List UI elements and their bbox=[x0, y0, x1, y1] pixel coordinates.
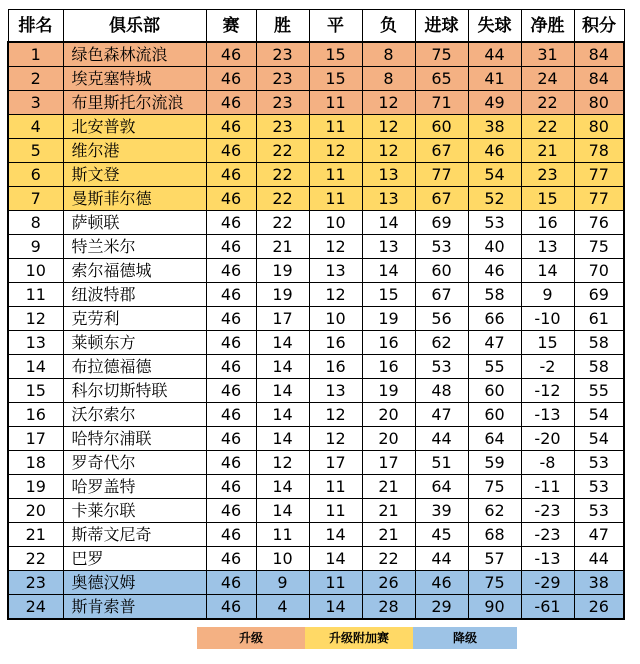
table-row bbox=[8, 499, 624, 523]
goals-for-cell: 56 bbox=[415, 307, 468, 331]
table-row bbox=[8, 547, 624, 571]
goal-difference-cell: -10 bbox=[521, 307, 574, 331]
goals-against-cell: 53 bbox=[468, 211, 521, 235]
won-cell: 4 bbox=[256, 595, 309, 620]
goals-for-cell: 60 bbox=[415, 115, 468, 139]
lost-cell: 16 bbox=[362, 355, 415, 379]
goals-against-cell: 90 bbox=[468, 595, 521, 620]
points-cell: 54 bbox=[574, 427, 624, 451]
club-cell: 斯文登 bbox=[63, 163, 206, 187]
goal-difference-cell: 15 bbox=[521, 331, 574, 355]
goals-against-cell: 38 bbox=[468, 115, 521, 139]
goal-difference-cell: 15 bbox=[521, 187, 574, 211]
lost-cell: 14 bbox=[362, 211, 415, 235]
club-cell: 埃克塞特城 bbox=[63, 67, 206, 91]
goals-for-cell: 44 bbox=[415, 427, 468, 451]
goals-against-cell: 44 bbox=[468, 42, 521, 67]
lost-cell: 12 bbox=[362, 91, 415, 115]
rank-cell: 19 bbox=[8, 475, 63, 499]
won-cell: 17 bbox=[256, 307, 309, 331]
goal-difference-cell: 21 bbox=[521, 139, 574, 163]
table-row bbox=[8, 187, 624, 211]
goal-difference-cell: 22 bbox=[521, 91, 574, 115]
goals-for-cell: 44 bbox=[415, 547, 468, 571]
won-cell: 14 bbox=[256, 475, 309, 499]
points-cell: 75 bbox=[574, 235, 624, 259]
club-cell: 斯蒂文尼奇 bbox=[63, 523, 206, 547]
goals-for-cell: 64 bbox=[415, 475, 468, 499]
lost-cell: 20 bbox=[362, 403, 415, 427]
goals-against-cell: 47 bbox=[468, 331, 521, 355]
won-cell: 14 bbox=[256, 403, 309, 427]
played-cell: 46 bbox=[206, 571, 256, 595]
goals-against-cell: 41 bbox=[468, 67, 521, 91]
played-cell: 46 bbox=[206, 235, 256, 259]
table-row bbox=[8, 403, 624, 427]
table-row bbox=[8, 475, 624, 499]
points-cell: 70 bbox=[574, 259, 624, 283]
won-cell: 14 bbox=[256, 427, 309, 451]
rank-cell: 18 bbox=[8, 451, 63, 475]
header-drawn: 平 bbox=[309, 10, 362, 43]
drawn-cell: 13 bbox=[309, 379, 362, 403]
club-cell: 维尔港 bbox=[63, 139, 206, 163]
lost-cell: 13 bbox=[362, 235, 415, 259]
played-cell: 46 bbox=[206, 331, 256, 355]
club-cell: 罗奇代尔 bbox=[63, 451, 206, 475]
lost-cell: 20 bbox=[362, 427, 415, 451]
played-cell: 46 bbox=[206, 139, 256, 163]
rank-cell: 8 bbox=[8, 211, 63, 235]
drawn-cell: 11 bbox=[309, 187, 362, 211]
club-cell: 曼斯菲尔德 bbox=[63, 187, 206, 211]
goal-difference-cell: 14 bbox=[521, 259, 574, 283]
standings-table bbox=[7, 9, 625, 620]
lost-cell: 15 bbox=[362, 283, 415, 307]
won-cell: 22 bbox=[256, 211, 309, 235]
played-cell: 46 bbox=[206, 451, 256, 475]
rank-cell: 9 bbox=[8, 235, 63, 259]
goals-against-cell: 55 bbox=[468, 355, 521, 379]
drawn-cell: 15 bbox=[309, 42, 362, 67]
played-cell: 46 bbox=[206, 42, 256, 67]
points-cell: 58 bbox=[574, 331, 624, 355]
played-cell: 46 bbox=[206, 115, 256, 139]
goals-for-cell: 51 bbox=[415, 451, 468, 475]
points-cell: 53 bbox=[574, 499, 624, 523]
goals-for-cell: 71 bbox=[415, 91, 468, 115]
club-cell: 斯肯索普 bbox=[63, 595, 206, 620]
played-cell: 46 bbox=[206, 475, 256, 499]
rank-cell: 21 bbox=[8, 523, 63, 547]
won-cell: 23 bbox=[256, 115, 309, 139]
goals-for-cell: 77 bbox=[415, 163, 468, 187]
lost-cell: 17 bbox=[362, 451, 415, 475]
club-cell: 奥德汉姆 bbox=[63, 571, 206, 595]
goals-against-cell: 60 bbox=[468, 403, 521, 427]
won-cell: 22 bbox=[256, 139, 309, 163]
rank-cell: 17 bbox=[8, 427, 63, 451]
club-cell: 哈罗盖特 bbox=[63, 475, 206, 499]
club-cell: 哈特尔浦联 bbox=[63, 427, 206, 451]
drawn-cell: 11 bbox=[309, 163, 362, 187]
goal-difference-cell: -13 bbox=[521, 403, 574, 427]
table-row bbox=[8, 307, 624, 331]
goals-for-cell: 60 bbox=[415, 259, 468, 283]
standings-body bbox=[8, 42, 624, 619]
goal-difference-cell: -23 bbox=[521, 523, 574, 547]
drawn-cell: 11 bbox=[309, 499, 362, 523]
won-cell: 9 bbox=[256, 571, 309, 595]
table-row bbox=[8, 283, 624, 307]
goals-for-cell: 48 bbox=[415, 379, 468, 403]
header-goal-difference: 净胜 bbox=[521, 10, 574, 43]
lost-cell: 21 bbox=[362, 475, 415, 499]
drawn-cell: 12 bbox=[309, 283, 362, 307]
drawn-cell: 14 bbox=[309, 595, 362, 620]
goal-difference-cell: -8 bbox=[521, 451, 574, 475]
drawn-cell: 17 bbox=[309, 451, 362, 475]
played-cell: 46 bbox=[206, 187, 256, 211]
points-cell: 44 bbox=[574, 547, 624, 571]
won-cell: 23 bbox=[256, 67, 309, 91]
header-row bbox=[8, 10, 624, 43]
played-cell: 46 bbox=[206, 91, 256, 115]
goals-against-cell: 66 bbox=[468, 307, 521, 331]
drawn-cell: 11 bbox=[309, 115, 362, 139]
club-cell: 纽波特郡 bbox=[63, 283, 206, 307]
won-cell: 11 bbox=[256, 523, 309, 547]
club-cell: 索尔福德城 bbox=[63, 259, 206, 283]
won-cell: 14 bbox=[256, 331, 309, 355]
drawn-cell: 12 bbox=[309, 139, 362, 163]
lost-cell: 16 bbox=[362, 331, 415, 355]
header-lost: 负 bbox=[362, 10, 415, 43]
table-row bbox=[8, 355, 624, 379]
rank-cell: 20 bbox=[8, 499, 63, 523]
lost-cell: 21 bbox=[362, 499, 415, 523]
goals-against-cell: 46 bbox=[468, 139, 521, 163]
header-goals-against: 失球 bbox=[468, 10, 521, 43]
points-cell: 61 bbox=[574, 307, 624, 331]
club-cell: 巴罗 bbox=[63, 547, 206, 571]
goals-for-cell: 45 bbox=[415, 523, 468, 547]
table-row bbox=[8, 42, 624, 67]
goals-for-cell: 62 bbox=[415, 331, 468, 355]
rank-cell: 1 bbox=[8, 42, 63, 67]
table-row bbox=[8, 331, 624, 355]
table-row bbox=[8, 235, 624, 259]
table-row bbox=[8, 379, 624, 403]
goals-against-cell: 59 bbox=[468, 451, 521, 475]
points-cell: 54 bbox=[574, 403, 624, 427]
table-row bbox=[8, 211, 624, 235]
goals-for-cell: 67 bbox=[415, 139, 468, 163]
points-cell: 84 bbox=[574, 42, 624, 67]
goals-against-cell: 57 bbox=[468, 547, 521, 571]
rank-cell: 16 bbox=[8, 403, 63, 427]
goal-difference-cell: -2 bbox=[521, 355, 574, 379]
goals-against-cell: 40 bbox=[468, 235, 521, 259]
goals-against-cell: 75 bbox=[468, 571, 521, 595]
goals-against-cell: 62 bbox=[468, 499, 521, 523]
points-cell: 76 bbox=[574, 211, 624, 235]
club-cell: 布里斯托尔流浪 bbox=[63, 91, 206, 115]
rank-cell: 23 bbox=[8, 571, 63, 595]
won-cell: 21 bbox=[256, 235, 309, 259]
won-cell: 23 bbox=[256, 42, 309, 67]
rank-cell: 24 bbox=[8, 595, 63, 620]
drawn-cell: 11 bbox=[309, 91, 362, 115]
table-row bbox=[8, 115, 624, 139]
points-cell: 80 bbox=[574, 115, 624, 139]
played-cell: 46 bbox=[206, 547, 256, 571]
club-cell: 莱顿东方 bbox=[63, 331, 206, 355]
goal-difference-cell: -12 bbox=[521, 379, 574, 403]
goal-difference-cell: 22 bbox=[521, 115, 574, 139]
points-cell: 80 bbox=[574, 91, 624, 115]
drawn-cell: 14 bbox=[309, 547, 362, 571]
club-cell: 科尔切斯特联 bbox=[63, 379, 206, 403]
rank-cell: 4 bbox=[8, 115, 63, 139]
goals-against-cell: 52 bbox=[468, 187, 521, 211]
points-cell: 53 bbox=[574, 451, 624, 475]
drawn-cell: 11 bbox=[309, 571, 362, 595]
won-cell: 19 bbox=[256, 259, 309, 283]
club-cell: 卡莱尔联 bbox=[63, 499, 206, 523]
header-played: 赛 bbox=[206, 10, 256, 43]
goal-difference-cell: -29 bbox=[521, 571, 574, 595]
lost-cell: 26 bbox=[362, 571, 415, 595]
rank-cell: 11 bbox=[8, 283, 63, 307]
goals-against-cell: 58 bbox=[468, 283, 521, 307]
goals-for-cell: 67 bbox=[415, 283, 468, 307]
lost-cell: 22 bbox=[362, 547, 415, 571]
lost-cell: 21 bbox=[362, 523, 415, 547]
played-cell: 46 bbox=[206, 595, 256, 620]
rank-cell: 2 bbox=[8, 67, 63, 91]
played-cell: 46 bbox=[206, 355, 256, 379]
goal-difference-cell: -13 bbox=[521, 547, 574, 571]
points-cell: 78 bbox=[574, 139, 624, 163]
rank-cell: 6 bbox=[8, 163, 63, 187]
won-cell: 12 bbox=[256, 451, 309, 475]
goal-difference-cell: 9 bbox=[521, 283, 574, 307]
drawn-cell: 15 bbox=[309, 67, 362, 91]
club-cell: 萨顿联 bbox=[63, 211, 206, 235]
lost-cell: 12 bbox=[362, 115, 415, 139]
goals-against-cell: 75 bbox=[468, 475, 521, 499]
won-cell: 14 bbox=[256, 379, 309, 403]
won-cell: 10 bbox=[256, 547, 309, 571]
club-cell: 克劳利 bbox=[63, 307, 206, 331]
legend-item: 升级 bbox=[197, 627, 305, 649]
rank-cell: 10 bbox=[8, 259, 63, 283]
header-rank: 排名 bbox=[8, 10, 63, 43]
drawn-cell: 10 bbox=[309, 307, 362, 331]
rank-cell: 14 bbox=[8, 355, 63, 379]
goals-for-cell: 69 bbox=[415, 211, 468, 235]
points-cell: 55 bbox=[574, 379, 624, 403]
drawn-cell: 14 bbox=[309, 523, 362, 547]
won-cell: 22 bbox=[256, 163, 309, 187]
played-cell: 46 bbox=[206, 427, 256, 451]
lost-cell: 8 bbox=[362, 67, 415, 91]
points-cell: 84 bbox=[574, 67, 624, 91]
drawn-cell: 13 bbox=[309, 259, 362, 283]
points-cell: 58 bbox=[574, 355, 624, 379]
club-cell: 北安普敦 bbox=[63, 115, 206, 139]
goals-against-cell: 60 bbox=[468, 379, 521, 403]
drawn-cell: 11 bbox=[309, 475, 362, 499]
legend-item: 降级 bbox=[413, 627, 517, 649]
goals-for-cell: 67 bbox=[415, 187, 468, 211]
goals-against-cell: 68 bbox=[468, 523, 521, 547]
played-cell: 46 bbox=[206, 499, 256, 523]
goals-against-cell: 64 bbox=[468, 427, 521, 451]
played-cell: 46 bbox=[206, 259, 256, 283]
points-cell: 69 bbox=[574, 283, 624, 307]
goal-difference-cell: 24 bbox=[521, 67, 574, 91]
rank-cell: 12 bbox=[8, 307, 63, 331]
table-row bbox=[8, 139, 624, 163]
played-cell: 46 bbox=[206, 307, 256, 331]
goals-for-cell: 75 bbox=[415, 42, 468, 67]
rank-cell: 5 bbox=[8, 139, 63, 163]
header-goals-for: 进球 bbox=[415, 10, 468, 43]
won-cell: 14 bbox=[256, 355, 309, 379]
goal-difference-cell: -61 bbox=[521, 595, 574, 620]
goals-for-cell: 29 bbox=[415, 595, 468, 620]
goal-difference-cell: -23 bbox=[521, 499, 574, 523]
table-row bbox=[8, 91, 624, 115]
legend-item: 升级附加赛 bbox=[305, 627, 413, 649]
drawn-cell: 12 bbox=[309, 403, 362, 427]
table-row bbox=[8, 163, 624, 187]
header-points: 积分 bbox=[574, 10, 624, 43]
table-row bbox=[8, 595, 624, 620]
club-cell: 绿色森林流浪 bbox=[63, 42, 206, 67]
played-cell: 46 bbox=[206, 379, 256, 403]
played-cell: 46 bbox=[206, 163, 256, 187]
won-cell: 14 bbox=[256, 499, 309, 523]
goals-for-cell: 47 bbox=[415, 403, 468, 427]
played-cell: 46 bbox=[206, 283, 256, 307]
goals-for-cell: 65 bbox=[415, 67, 468, 91]
won-cell: 23 bbox=[256, 91, 309, 115]
goals-against-cell: 49 bbox=[468, 91, 521, 115]
lost-cell: 19 bbox=[362, 307, 415, 331]
points-cell: 38 bbox=[574, 571, 624, 595]
rank-cell: 13 bbox=[8, 331, 63, 355]
lost-cell: 13 bbox=[362, 163, 415, 187]
club-cell: 特兰米尔 bbox=[63, 235, 206, 259]
played-cell: 46 bbox=[206, 403, 256, 427]
drawn-cell: 12 bbox=[309, 427, 362, 451]
goal-difference-cell: 31 bbox=[521, 42, 574, 67]
goal-difference-cell: -11 bbox=[521, 475, 574, 499]
rank-cell: 15 bbox=[8, 379, 63, 403]
won-cell: 22 bbox=[256, 187, 309, 211]
goals-for-cell: 53 bbox=[415, 235, 468, 259]
goals-for-cell: 39 bbox=[415, 499, 468, 523]
lost-cell: 12 bbox=[362, 139, 415, 163]
played-cell: 46 bbox=[206, 523, 256, 547]
goal-difference-cell: 16 bbox=[521, 211, 574, 235]
drawn-cell: 12 bbox=[309, 235, 362, 259]
goals-for-cell: 53 bbox=[415, 355, 468, 379]
club-cell: 布拉德福德 bbox=[63, 355, 206, 379]
table-row bbox=[8, 523, 624, 547]
lost-cell: 8 bbox=[362, 42, 415, 67]
table-row bbox=[8, 67, 624, 91]
goals-against-cell: 54 bbox=[468, 163, 521, 187]
played-cell: 46 bbox=[206, 67, 256, 91]
points-cell: 77 bbox=[574, 187, 624, 211]
goals-against-cell: 46 bbox=[468, 259, 521, 283]
points-cell: 26 bbox=[574, 595, 624, 620]
played-cell: 46 bbox=[206, 211, 256, 235]
drawn-cell: 16 bbox=[309, 355, 362, 379]
rank-cell: 3 bbox=[8, 91, 63, 115]
points-cell: 47 bbox=[574, 523, 624, 547]
header-won: 胜 bbox=[256, 10, 309, 43]
goal-difference-cell: 23 bbox=[521, 163, 574, 187]
drawn-cell: 10 bbox=[309, 211, 362, 235]
table-row bbox=[8, 571, 624, 595]
goal-difference-cell: 13 bbox=[521, 235, 574, 259]
drawn-cell: 16 bbox=[309, 331, 362, 355]
header-club: 俱乐部 bbox=[63, 10, 206, 43]
lost-cell: 28 bbox=[362, 595, 415, 620]
goal-difference-cell: -20 bbox=[521, 427, 574, 451]
points-cell: 53 bbox=[574, 475, 624, 499]
rank-cell: 22 bbox=[8, 547, 63, 571]
table-row bbox=[8, 427, 624, 451]
club-cell: 沃尔索尔 bbox=[63, 403, 206, 427]
lost-cell: 13 bbox=[362, 187, 415, 211]
goals-for-cell: 46 bbox=[415, 571, 468, 595]
rank-cell: 7 bbox=[8, 187, 63, 211]
table-row bbox=[8, 451, 624, 475]
table-row bbox=[8, 259, 624, 283]
points-cell: 77 bbox=[574, 163, 624, 187]
lost-cell: 14 bbox=[362, 259, 415, 283]
won-cell: 19 bbox=[256, 283, 309, 307]
lost-cell: 19 bbox=[362, 379, 415, 403]
